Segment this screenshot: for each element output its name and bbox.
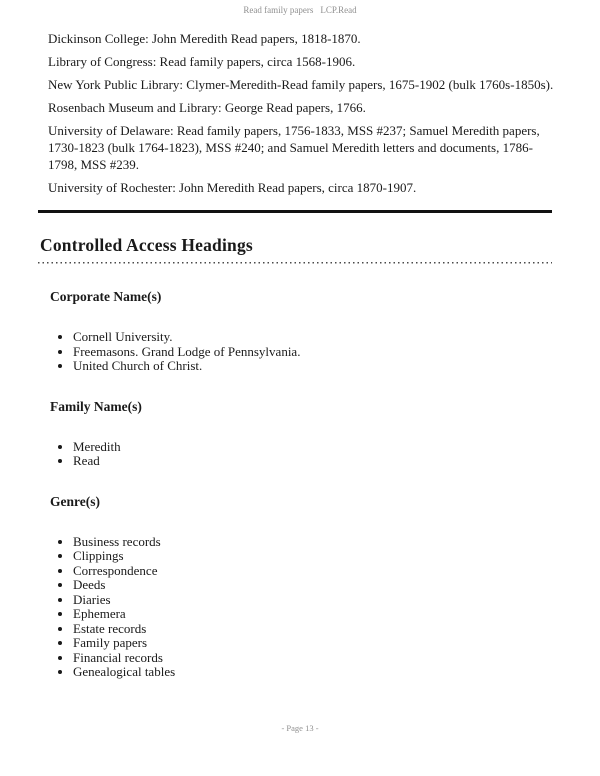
list-item: • Deeds xyxy=(73,578,555,593)
list-item: • Clippings xyxy=(73,549,555,564)
list-item: • Diaries xyxy=(73,593,555,608)
family-name-list xyxy=(48,440,555,469)
list-item: • Financial records xyxy=(73,651,555,666)
corporate-name-list xyxy=(48,330,555,374)
header-doc-title: Read family papers xyxy=(243,5,314,15)
subsection-corporate-names xyxy=(48,289,555,374)
subsection-family-names xyxy=(48,399,555,469)
repository-paragraph: New York Public Library: Clymer-Meredith-Read family papers, 1675-1902 (bulk 1760s-1850s). xyxy=(48,77,554,92)
list-item: • Read xyxy=(73,454,555,469)
repository-paragraph: University of Delaware: Read family papers, 1756-1833, MSS #237; Samuel Meredith papers, 1730-1823 (bulk 1764-1823), MSS #240; and Samuel Meredith letters and documents, 1786-1798, MSS #239. xyxy=(48,123,540,172)
dotted-divider-rule xyxy=(38,262,552,264)
list-item: • Meredith xyxy=(73,440,555,455)
header-doc-id: LCP.Read xyxy=(320,5,357,15)
list-item: • Genealogical tables xyxy=(73,665,555,680)
subsection-title: Genre(s) xyxy=(50,493,100,509)
repository-paragraph: University of Rochester: John Meredith Read papers, circa 1870-1907. xyxy=(48,180,417,195)
repository-paragraph: Dickinson College: John Meredith Read papers, 1818-1870. xyxy=(48,31,361,46)
subsection-title: Family Name(s) xyxy=(50,398,142,414)
subsection-genres xyxy=(48,494,555,680)
list-item: • Correspondence xyxy=(73,564,555,579)
subsection-title: Corporate Name(s) xyxy=(50,289,162,304)
list-item: • United Church of Christ. xyxy=(73,359,555,374)
list-item: • Family papers xyxy=(73,636,555,651)
page-content xyxy=(0,30,600,680)
genre-list xyxy=(48,535,555,680)
list-item: • Cornell University. xyxy=(73,330,555,345)
list-item: • Estate records xyxy=(73,622,555,637)
repository-paragraph: Library of Congress: Read family papers, circa 1568-1906. xyxy=(48,54,356,69)
page-header xyxy=(0,0,600,16)
section-divider-rule xyxy=(38,210,552,213)
list-item: • Ephemera xyxy=(73,607,555,622)
list-item: • Business records xyxy=(73,535,555,550)
list-item: • Freemasons. Grand Lodge of Pennsylvania. xyxy=(73,345,555,360)
section-title: Controlled Access Headings xyxy=(40,235,253,255)
page-number: - Page 13 - xyxy=(281,723,319,733)
repository-paragraph: Rosenbach Museum and Library: George Read papers, 1766. xyxy=(48,100,366,115)
